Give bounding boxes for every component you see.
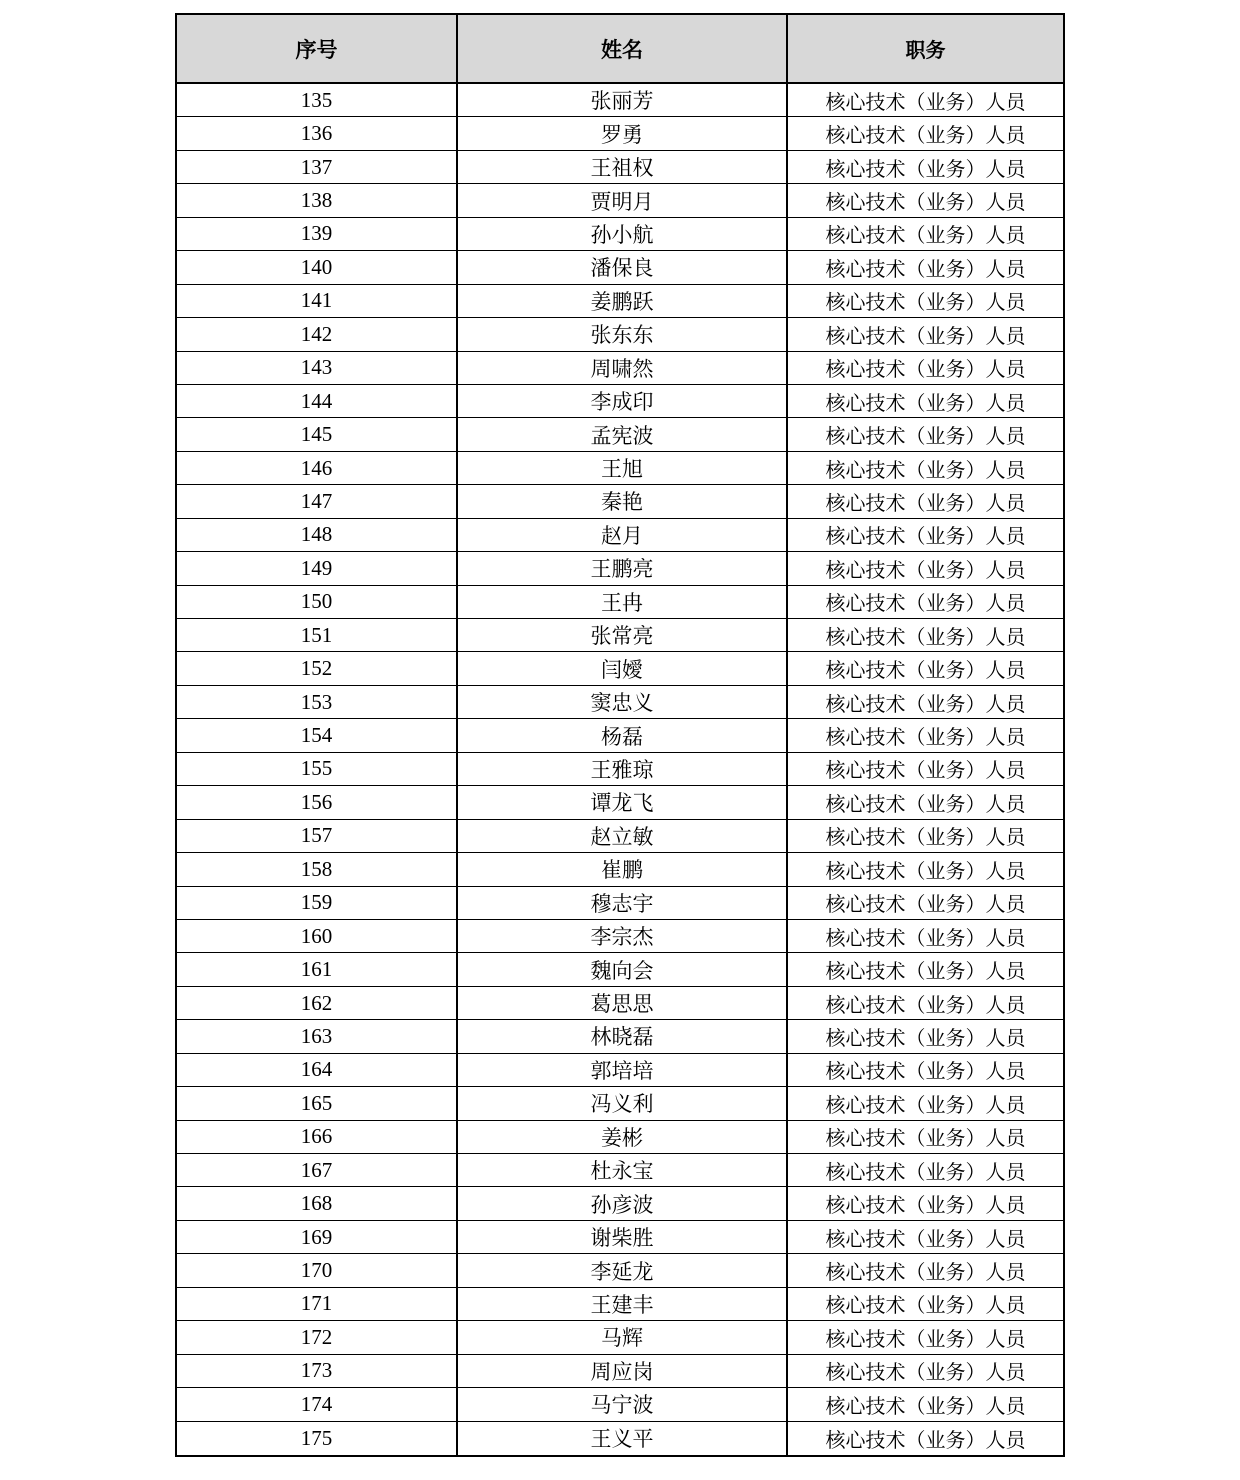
cell-position: 核心技术（业务）人员	[825, 760, 1026, 783]
cell-position: 核心技术（业务）人员	[825, 192, 1026, 215]
cell-number: 141	[177, 285, 458, 317]
cell-position: 核心技术（业务）人员	[825, 1362, 1026, 1385]
table-row	[177, 1054, 1063, 1087]
cell-number: 165	[177, 1087, 458, 1119]
cell-name: 周啸然	[458, 352, 788, 384]
cell-position: 核心技术（业务）人员	[825, 927, 1026, 950]
cell-number: 144	[177, 385, 458, 417]
cell-name: 马辉	[458, 1321, 788, 1353]
cell-name: 秦艳	[458, 485, 788, 517]
cell-name: 林晓磊	[458, 1020, 788, 1052]
cell-name: 谭龙飞	[458, 786, 788, 818]
cell-position: 核心技术（业务）人员	[825, 91, 1026, 114]
cell-position: 核心技术（业务）人员	[825, 258, 1026, 281]
cell-number: 152	[177, 652, 458, 684]
cell-name: 姜鹏跃	[458, 285, 788, 317]
cell-number: 164	[177, 1054, 458, 1086]
cell-number: 145	[177, 418, 458, 450]
cell-position: 核心技术（业务）人员	[825, 1161, 1026, 1184]
cell-number: 162	[177, 987, 458, 1019]
cell-name: 郭培培	[458, 1054, 788, 1086]
cell-position: 核心技术（业务）人员	[825, 1262, 1026, 1285]
cell-number: 143	[177, 352, 458, 384]
column-header-name: 姓名	[458, 15, 788, 82]
cell-position: 核心技术（业务）人员	[825, 526, 1026, 549]
cell-position: 核心技术（业务）人员	[825, 660, 1026, 683]
cell-name: 王雅琼	[458, 753, 788, 785]
cell-position: 核心技术（业务）人员	[825, 1295, 1026, 1318]
cell-name: 谢柴胜	[458, 1221, 788, 1253]
cell-name: 潘保良	[458, 251, 788, 283]
table-row	[177, 1288, 1063, 1321]
table-row	[177, 318, 1063, 351]
cell-number: 142	[177, 318, 458, 350]
cell-name: 王义平	[458, 1422, 788, 1455]
table-row	[177, 485, 1063, 518]
cell-number: 173	[177, 1355, 458, 1387]
cell-position: 核心技术（业务）人员	[825, 125, 1026, 148]
cell-name: 窦忠义	[458, 686, 788, 718]
cell-position: 核心技术（业务）人员	[825, 994, 1026, 1017]
cell-number: 155	[177, 753, 458, 785]
table-row	[177, 953, 1063, 986]
cell-name: 杨磊	[458, 719, 788, 751]
cell-position: 核心技术（业务）人员	[825, 693, 1026, 716]
table-row	[177, 418, 1063, 451]
cell-position: 核心技术（业务）人员	[825, 292, 1026, 315]
cell-number: 172	[177, 1321, 458, 1353]
table-row	[177, 619, 1063, 652]
cell-name: 杜永宝	[458, 1154, 788, 1186]
table-row	[177, 1254, 1063, 1287]
cell-position: 核心技术（业务）人员	[825, 727, 1026, 750]
table-row	[177, 251, 1063, 284]
cell-number: 159	[177, 887, 458, 919]
table-row	[177, 1154, 1063, 1187]
cell-name: 贾明月	[458, 184, 788, 216]
cell-name: 赵月	[458, 519, 788, 551]
cell-number: 171	[177, 1288, 458, 1320]
cell-position: 核心技术（业务）人员	[825, 426, 1026, 449]
table-row	[177, 652, 1063, 685]
cell-number: 160	[177, 920, 458, 952]
cell-number: 161	[177, 953, 458, 985]
cell-name: 张丽芳	[458, 84, 788, 116]
cell-position: 核心技术（业务）人员	[825, 860, 1026, 883]
cell-name: 罗勇	[458, 117, 788, 149]
cell-number: 156	[177, 786, 458, 818]
cell-number: 140	[177, 251, 458, 283]
cell-number: 169	[177, 1221, 458, 1253]
table-row	[177, 786, 1063, 819]
cell-name: 王建丰	[458, 1288, 788, 1320]
table-row	[177, 1388, 1063, 1421]
cell-position: 核心技术（业务）人员	[825, 158, 1026, 181]
cell-name: 姜彬	[458, 1121, 788, 1153]
table-row	[177, 285, 1063, 318]
cell-number: 163	[177, 1020, 458, 1052]
cell-name: 葛思思	[458, 987, 788, 1019]
cell-name: 张东东	[458, 318, 788, 350]
cell-position: 核心技术（业务）人员	[825, 492, 1026, 515]
cell-name: 周应岗	[458, 1355, 788, 1387]
cell-position: 核心技术（业务）人员	[825, 1328, 1026, 1351]
table-row	[177, 84, 1063, 117]
table-row	[177, 753, 1063, 786]
table-row	[177, 1087, 1063, 1120]
table-row	[177, 151, 1063, 184]
cell-number: 136	[177, 117, 458, 149]
table-header-row	[177, 15, 1063, 84]
table-row	[177, 853, 1063, 886]
table-row	[177, 586, 1063, 619]
cell-name: 冯义利	[458, 1087, 788, 1119]
table-row	[177, 887, 1063, 920]
cell-number: 175	[177, 1422, 458, 1455]
cell-name: 王旭	[458, 452, 788, 484]
cell-number: 153	[177, 686, 458, 718]
cell-position: 核心技术（业务）人员	[825, 1228, 1026, 1251]
cell-position: 核心技术（业务）人员	[825, 1429, 1026, 1452]
cell-number: 150	[177, 586, 458, 618]
cell-name: 王冉	[458, 586, 788, 618]
cell-name: 穆志宇	[458, 887, 788, 919]
cell-name: 马宁波	[458, 1388, 788, 1420]
cell-position: 核心技术（业务）人员	[825, 392, 1026, 415]
cell-position: 核心技术（业务）人员	[825, 559, 1026, 582]
table-row	[177, 452, 1063, 485]
cell-position: 核心技术（业务）人员	[825, 894, 1026, 917]
cell-position: 核心技术（业务）人员	[825, 793, 1026, 816]
table-row	[177, 1221, 1063, 1254]
cell-number: 154	[177, 719, 458, 751]
cell-number: 174	[177, 1388, 458, 1420]
personnel-table	[175, 13, 1065, 1457]
table-row	[177, 1121, 1063, 1154]
cell-position: 核心技术（业务）人员	[825, 1195, 1026, 1218]
cell-position: 核心技术（业务）人员	[825, 626, 1026, 649]
cell-name: 孙彦波	[458, 1187, 788, 1219]
table-row	[177, 1422, 1063, 1455]
cell-name: 魏向会	[458, 953, 788, 985]
table-row	[177, 920, 1063, 953]
cell-name: 崔鹏	[458, 853, 788, 885]
table-row	[177, 987, 1063, 1020]
cell-number: 151	[177, 619, 458, 651]
table-row	[177, 1020, 1063, 1053]
table-row	[177, 686, 1063, 719]
cell-name: 张常亮	[458, 619, 788, 651]
cell-number: 137	[177, 151, 458, 183]
cell-number: 149	[177, 552, 458, 584]
cell-number: 147	[177, 485, 458, 517]
cell-position: 核心技术（业务）人员	[825, 1395, 1026, 1418]
table-row	[177, 184, 1063, 217]
table-row	[177, 352, 1063, 385]
table-row	[177, 1355, 1063, 1388]
table-row	[177, 719, 1063, 752]
cell-position: 核心技术（业务）人员	[825, 1061, 1026, 1084]
cell-position: 核心技术（业务）人员	[825, 225, 1026, 248]
cell-number: 166	[177, 1121, 458, 1153]
cell-number: 170	[177, 1254, 458, 1286]
cell-number: 138	[177, 184, 458, 216]
table-row	[177, 1187, 1063, 1220]
table-row	[177, 385, 1063, 418]
cell-name: 孟宪波	[458, 418, 788, 450]
cell-number: 158	[177, 853, 458, 885]
cell-position: 核心技术（业务）人员	[825, 593, 1026, 616]
cell-number: 146	[177, 452, 458, 484]
cell-number: 168	[177, 1187, 458, 1219]
cell-name: 李宗杰	[458, 920, 788, 952]
table-row	[177, 117, 1063, 150]
cell-position: 核心技术（业务）人员	[825, 827, 1026, 850]
table-row	[177, 552, 1063, 585]
table-body	[177, 84, 1063, 1455]
cell-name: 闫嬡	[458, 652, 788, 684]
cell-position: 核心技术（业务）人员	[825, 1027, 1026, 1050]
cell-number: 135	[177, 84, 458, 116]
cell-name: 孙小航	[458, 218, 788, 250]
cell-name: 李延龙	[458, 1254, 788, 1286]
cell-position: 核心技术（业务）人员	[825, 1094, 1026, 1117]
column-header-number: 序号	[177, 15, 458, 82]
cell-number: 157	[177, 820, 458, 852]
cell-position: 核心技术（业务）人员	[825, 1128, 1026, 1151]
table-row	[177, 519, 1063, 552]
table-row	[177, 820, 1063, 853]
cell-name: 李成印	[458, 385, 788, 417]
cell-number: 167	[177, 1154, 458, 1186]
table-row	[177, 218, 1063, 251]
column-header-position: 职务	[905, 40, 946, 62]
cell-position: 核心技术（业务）人员	[825, 459, 1026, 482]
cell-name: 赵立敏	[458, 820, 788, 852]
cell-position: 核心技术（业务）人员	[825, 359, 1026, 382]
cell-position: 核心技术（业务）人员	[825, 325, 1026, 348]
table-row	[177, 1321, 1063, 1354]
cell-name: 王鹏亮	[458, 552, 788, 584]
cell-number: 139	[177, 218, 458, 250]
cell-position: 核心技术（业务）人员	[825, 961, 1026, 984]
cell-name: 王祖权	[458, 151, 788, 183]
cell-number: 148	[177, 519, 458, 551]
